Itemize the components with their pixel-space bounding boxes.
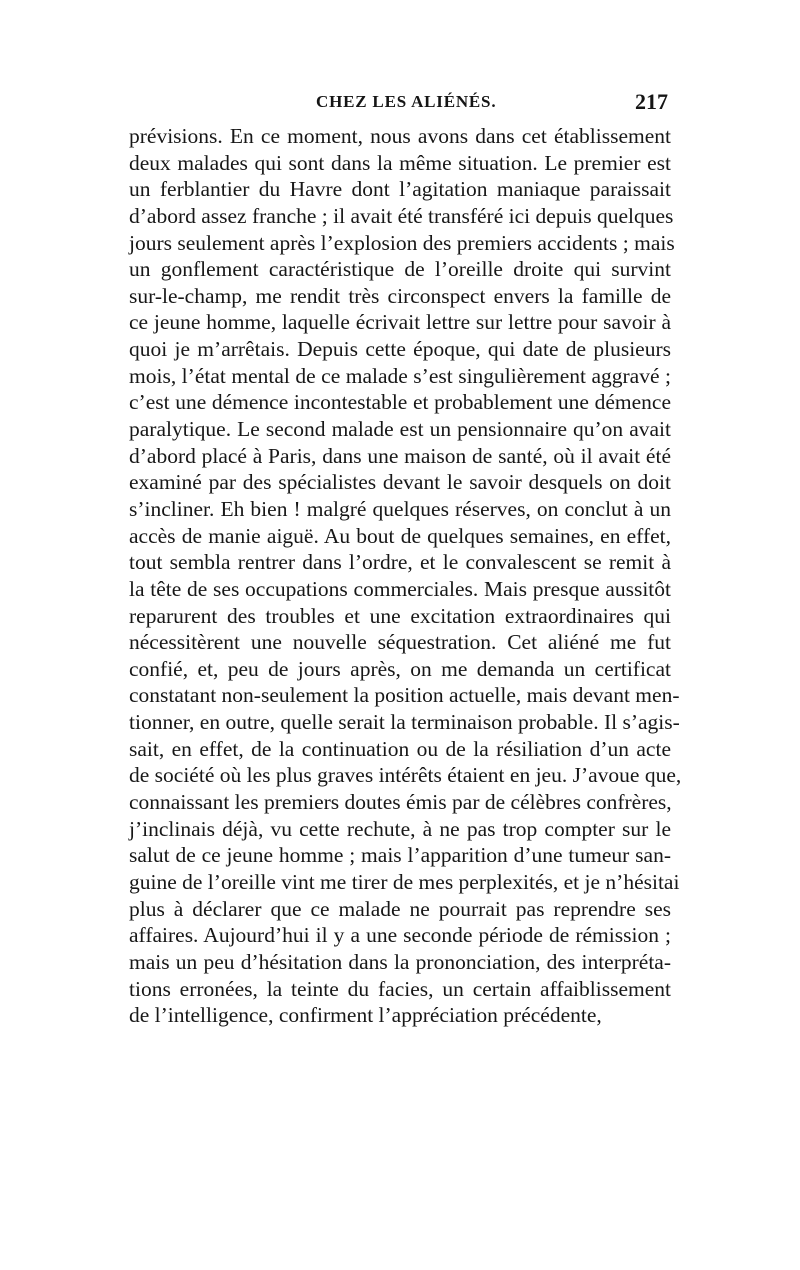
text-line: nécessitèrent une nouvelle séquestration. Cet aliéné me fut <box>129 630 671 655</box>
text-line: de société où les plus graves intérêts étaient en jeu. J’avoue que, <box>129 763 682 788</box>
text-line: tout sembla rentrer dans l’ordre, et le convalescent se remit à <box>129 550 671 575</box>
text-line: plus à déclarer que ce malade ne pourrait pas reprendre ses <box>129 896 671 921</box>
text-line: confié, et, peu de jours après, on me demanda un certificat <box>129 656 671 681</box>
text-line: c’est une démence incontestable et probablement une démence <box>129 390 671 415</box>
text-line: jours seulement après l’explosion des premiers accidents ; mais <box>129 230 675 255</box>
text-line: connaissant les premiers doutes émis par de célèbres confrères, <box>129 790 672 815</box>
running-header <box>128 88 672 118</box>
text-line: sait, en effet, de la continuation ou de la résiliation d’un acte <box>129 736 671 761</box>
text-line: de l’intelligence, confirment l’appréciation précédente, <box>129 1003 602 1028</box>
text-line: tionner, en outre, quelle serait la terminaison probable. Il s’agis- <box>129 710 680 735</box>
text-line: un gonflement caractéristique de l’oreille droite qui survint <box>129 257 671 282</box>
text-line: reparurent des troubles et une excitation extraordinaires qui <box>129 603 671 628</box>
text-line: mais un peu d’hésitation dans la prononciation, des interpréta- <box>129 949 671 974</box>
page-number: 217 <box>635 89 668 114</box>
body-paragraph <box>129 123 682 1029</box>
text-line: quoi je m’arrêtais. Depuis cette époque, qui date de plusieurs <box>129 337 671 362</box>
running-title: CHEZ LES ALIÉNÉS. <box>316 92 497 111</box>
text-line: d’abord assez franche ; il avait été transféré ici depuis quelques <box>129 203 674 228</box>
text-line: mois, l’état mental de ce malade s’est singulièrement aggravé ; <box>129 363 671 388</box>
text-line: la tête de ses occupations commerciales. Mais presque aussitôt <box>129 576 671 601</box>
text-line: un ferblantier du Havre dont l’agitation maniaque paraissait <box>129 177 671 202</box>
text-line: accès de manie aiguë. Au bout de quelques semaines, en effet, <box>129 523 671 548</box>
text-line: affaires. Aujourd’hui il y a une seconde période de rémission ; <box>129 923 671 948</box>
text-line: guine de l’oreille vint me tirer de mes perplexités, et je n’hésitai <box>129 869 680 894</box>
text-line: prévisions. En ce moment, nous avons dans cet établissement <box>129 124 671 148</box>
text-line: sur-le-champ, me rendit très circonspect envers la famille de <box>129 283 671 308</box>
text-line: salut de ce jeune homme ; mais l’apparition d’une tumeur san- <box>129 843 671 868</box>
text-line: deux malades qui sont dans la même situation. Le premier est <box>129 150 671 175</box>
text-line: s’incliner. Eh bien ! malgré quelques réserves, on conclut à un <box>129 496 671 521</box>
text-line: j’inclinais déjà, vu cette rechute, à ne pas trop compter sur le <box>129 816 671 841</box>
text-line: ce jeune homme, laquelle écrivait lettre sur lettre pour savoir à <box>129 310 671 335</box>
text-line: tions erronées, la teinte du facies, un certain affaiblissement <box>129 976 671 1001</box>
text-line: d’abord placé à Paris, dans une maison de santé, où il avait été <box>129 443 671 468</box>
text-line: examiné par des spécialistes devant le savoir desquels on doit <box>129 470 671 495</box>
text-line: paralytique. Le second malade est un pensionnaire qu’on avait <box>129 417 671 442</box>
text-line: constatant non-seulement la position actuelle, mais devant men- <box>129 683 680 708</box>
